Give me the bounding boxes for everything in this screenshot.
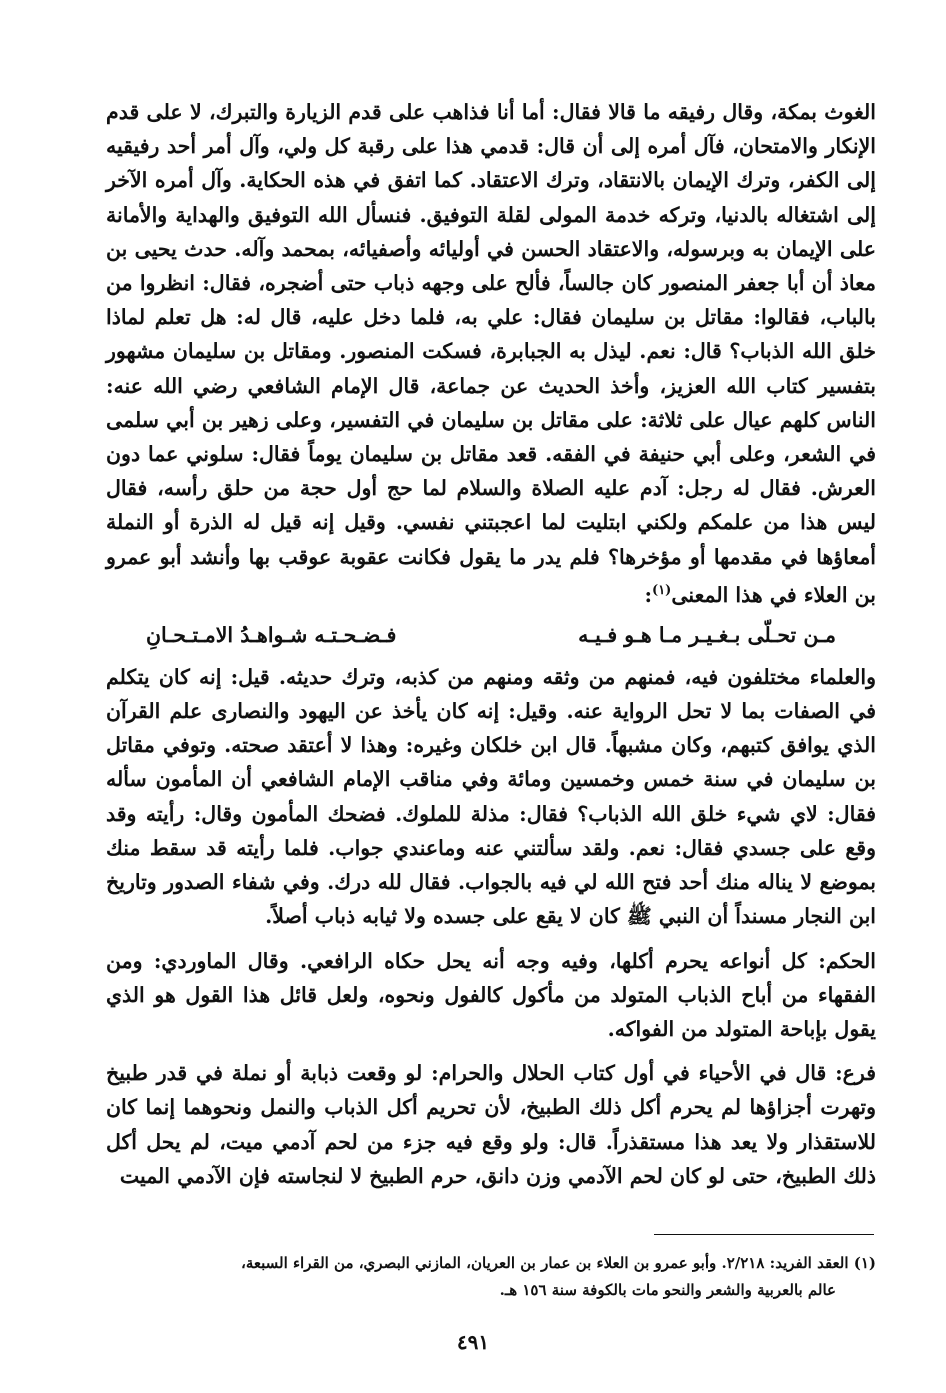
footnote-line-1: (١) العقد الفريد: ٢/٢١٨. وأبو عمرو بن العلاء بن عمار بن العريان، المازني البصري، من القراء السبعة، xyxy=(241,1254,876,1272)
footnote-line-2: عالم بالعربية والشعر والنحو مات بالكوفة سنة ١٥٦ هـ. xyxy=(499,1281,836,1299)
verse-second-hemistich: فـضـحـتـه شـواهـدُ الامـتـحـانِ xyxy=(146,622,397,647)
paragraph-3-text: : كل أنواعه يحرم أكلها، وفيه وجه أنه يحل حكاه الرافعي. وقال الماوردي: ومن الفقهاء من أباح الذباب المتولد من مأكول كالفول ونحوه، ولعل قائل هذا القول هو الذي يقول بإباحة المتولد من الفواكه. xyxy=(106,948,876,1041)
paragraph-2: والعلماء مختلفون فيه، فمنهم من وثقه ومنهم من كذبه، وترك حديثه. قيل: إنه كان يتكلم في الصفات بما لا تحل الرواية عنه. وقيل: إنه كان يأخذ عن اليهود والنصارى علم القرآن الذي يوافق كتبهم، وكان مشبهاً. قال ابن خلكان وغيره: وهذا لا أعتقد صحته. وتوفي مقاتل بن سليمان في سنة خمس وخمسين ومائة وفي مناقب الإمام الشافعي أن المأمون سأله فقال: لاي شيء خلق الله الذباب؟ فقال: مذلة للملوك. فضحك المأمون وقال: رأيته وقد وقع على جسدي فقال: نعم. ولقد سألتني عنه وماعندي جواب. فلما رأيته قد سقط منك بموضع لا يناله منك أحد فتح الله لي فيه بالجواب. فقال لله درك. وفي شفاء الصدور وتاريخ ابن النجار مسنداً أن النبي ﷺ كان لا يقع على جسده ولا ثيابه ذباب أصلاً. xyxy=(106,664,876,929)
verse-first-hemistich: مـن تحـلّى بـغـيـر مـا هـو فـيـه xyxy=(578,622,836,647)
page-body xyxy=(106,95,876,1193)
paragraph-1 xyxy=(106,95,876,612)
poetry-verse xyxy=(146,618,836,652)
paragraph-4 xyxy=(106,1056,876,1193)
paragraph-1-text: الغوث بمكة، وقال رفيقه ما قالا فقال: أما أنا فذاهب على قدم الزيارة والتبرك، لا على قدم الإنكار والامتحان، فآل أمره إلى أن قال: قدمي هذا على رقبة كل ولي، وآل أمر أحد رفيقيه إلى الكفر، وترك الإيمان بالانتقاد، وترك الاعتقاد. كما اتفق في هذه الحكاية. وآل أمره الآخر إلى اشتغاله بالدنيا، وتركه خدمة المولى لقلة التوفيق. فنسأل الله التوفيق والهداية والأمانة على الإيمان به وبرسوله، والاعتقاد الحسن في أوليائه وأصفيائه، بمحمد وآله. حدث يحيى بن معاذ أن أبا جعفر المنصور كان جالساً، فألح على وجهه ذباب حتى أضجره، فقال: انظروا من بالباب، فقالوا: مقاتل بن سليمان فقال: علي به، فلما دخل عليه، قال له: هل تعلم لماذا خلق الله الذباب؟ قال: نعم. ليذل به الجبابرة، فسكت المنصور. ومقاتل بن سليمان مشهور بتفسير كتاب الله العزيز، وأخذ الحديث عن جماعة، قال الإمام الشافعي رضي الله عنه: الناس كلهم عيال على ثلاثة: على مقاتل بن سليمان في التفسير، وعلى زهير بن أبي سلمى في الشعر، وعلى أبي حنيفة في الفقه. قعد مقاتل بن سليمان يوماً فقال: سلوني عما دون العرش. فقال له رجل: آدم عليه الصلاة والسلام لما حج أول حجة من حلق رأسه، فقال ليس هذا من علمكم ولكني ابتليت لما اعجبتني نفسي. وقيل إنه قيل له الذرة أو النملة أمعاؤها في مقدمها أو مؤخرها؟ فلم يدر ما يقول فكانت عقوبة عوقب بها وأنشد أبو عمرو بن العلاء في هذا المعنى xyxy=(106,100,876,607)
footnote xyxy=(106,1250,876,1304)
page-number: ٤٩١ xyxy=(456,1330,490,1354)
paragraph-3 xyxy=(106,944,876,1047)
footnote-divider xyxy=(654,1234,874,1235)
section-heading-far: فرع xyxy=(842,1061,876,1086)
footnote-marker[interactable]: (١) xyxy=(652,582,672,598)
paragraph-1-end: : xyxy=(644,582,653,607)
paragraph-4-text: : قال في الأحياء في أول كتاب الحلال والحرام: لو وقعت ذبابة أو نملة في قدر طبيخ وتهرت أجزاؤها لم يحرم أكل ذلك الطبيخ، لأن تحريم أكل الذباب والنمل ونحوهما إنما كان للاستقذار ولا يعد هذا مستقذراً. قال: ولو وقع فيه جزء من لحم آدمي ميت، لم يحل أكل ذلك الطبيخ، حتى لو كان لحم الآدمي وزن دانق، حرم الطبيخ لا لنجاسته فإن الآدمي الميت xyxy=(106,1061,876,1188)
section-heading-hukm: الحكم xyxy=(825,948,876,973)
